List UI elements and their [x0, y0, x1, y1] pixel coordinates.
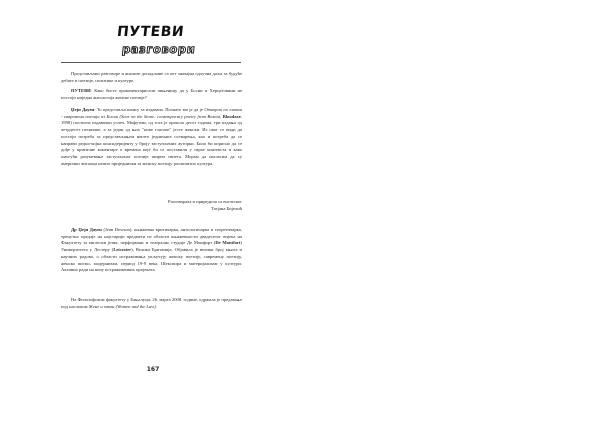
bio-text-3: ), Велика Британија. Објавила је велики број књига и научних радова, о области истраживања укључују женску поезију, савремену поезију, женско писмо, модернизам, период 19-9 века, Шекспира и материјализам у култури. Активно ради на низу истраживачких пројеката.	[61, 247, 242, 273]
question-text: : Како бисте прокоментарисали чињеницу да у Босни и Херцеговини не постоји ниједна антологија женске поезије?	[61, 88, 242, 100]
magazine-logo	[116, 24, 197, 58]
bio-name-latin: (Jean Dewson)	[103, 227, 132, 232]
signature-line-1: Разговарала и приредила са енглеског	[168, 199, 242, 204]
bio-text-2: ) Универзитета у Лестеру (	[61, 240, 242, 253]
logo-subtitle: разговори	[121, 42, 197, 56]
answer-text-1: : То представља шансу за издавача. Познато ми је да је	[94, 107, 203, 112]
answer-publisher: Bloodaxe	[222, 113, 241, 119]
header-divider	[61, 62, 241, 63]
answer-text-2: , 1998) постигла издавачки успех. Мофутим, од тога је прошло десет година, три издања од четрдесет песничке, а за један од њих "нове гласове" јесте женски. Из овог се види да постоји потреба за представљањем нешто једничних остварења, као и потреба да се направи редно-којна консидеријенту у броју заступљених ауторки. Било би корисно да се дође у критичне коментаре о времена које би се поставили у сврхе контекста и како омогући разумевање заступљеног поезије ширем свиета. Морам да нагласим да су амерички читаоци нешто приједнички за женску поезију различитих култура.	[61, 113, 242, 166]
closing-lecture-title: Жене и закон (Women and the Law).	[88, 303, 158, 309]
answer-paragraph	[61, 107, 242, 170]
bio-paragraph	[61, 227, 242, 277]
signature	[61, 199, 242, 212]
closing-text: На Филозофском факултету у Бањалуци, 26. марта 2008. године, одржала је предавање под насловом	[61, 297, 242, 309]
question-paragraph	[61, 88, 242, 104]
page-number: 167	[146, 366, 160, 373]
bio-institution: De Montfort	[215, 240, 241, 246]
intro-paragraph	[61, 71, 242, 87]
bio-city: Leicester	[113, 247, 132, 253]
logo-title: ПУТЕВИ	[116, 24, 185, 40]
question-label: ПУТЕВИ	[71, 88, 91, 93]
intro-text: Представљамо разговоре и анализе допадљиве са пет значајна одлучна даља за будуће дебате и поезије, политике и културе.	[61, 71, 242, 83]
answer-speaker: Џеји Дауен	[71, 107, 95, 112]
answer-book-title: Отвораи по главни - савремена поезија из Босни (Scar on the Stone: contemporary poetry from Bosnia,	[61, 107, 242, 119]
signature-line-2: Татјана Бијелић	[210, 205, 242, 211]
closing-paragraph	[61, 297, 242, 313]
bio-name: Др Џеји Дауен	[71, 227, 102, 232]
bio-text-1: , књижевна критичарка, антологичарка и теоретичарка, тренутно предаје на најстарији предмети из области књижевности двадесетог вијека на Факултету за енглески језик, перформанс и театрално студије Де Монфорт (	[61, 227, 242, 246]
